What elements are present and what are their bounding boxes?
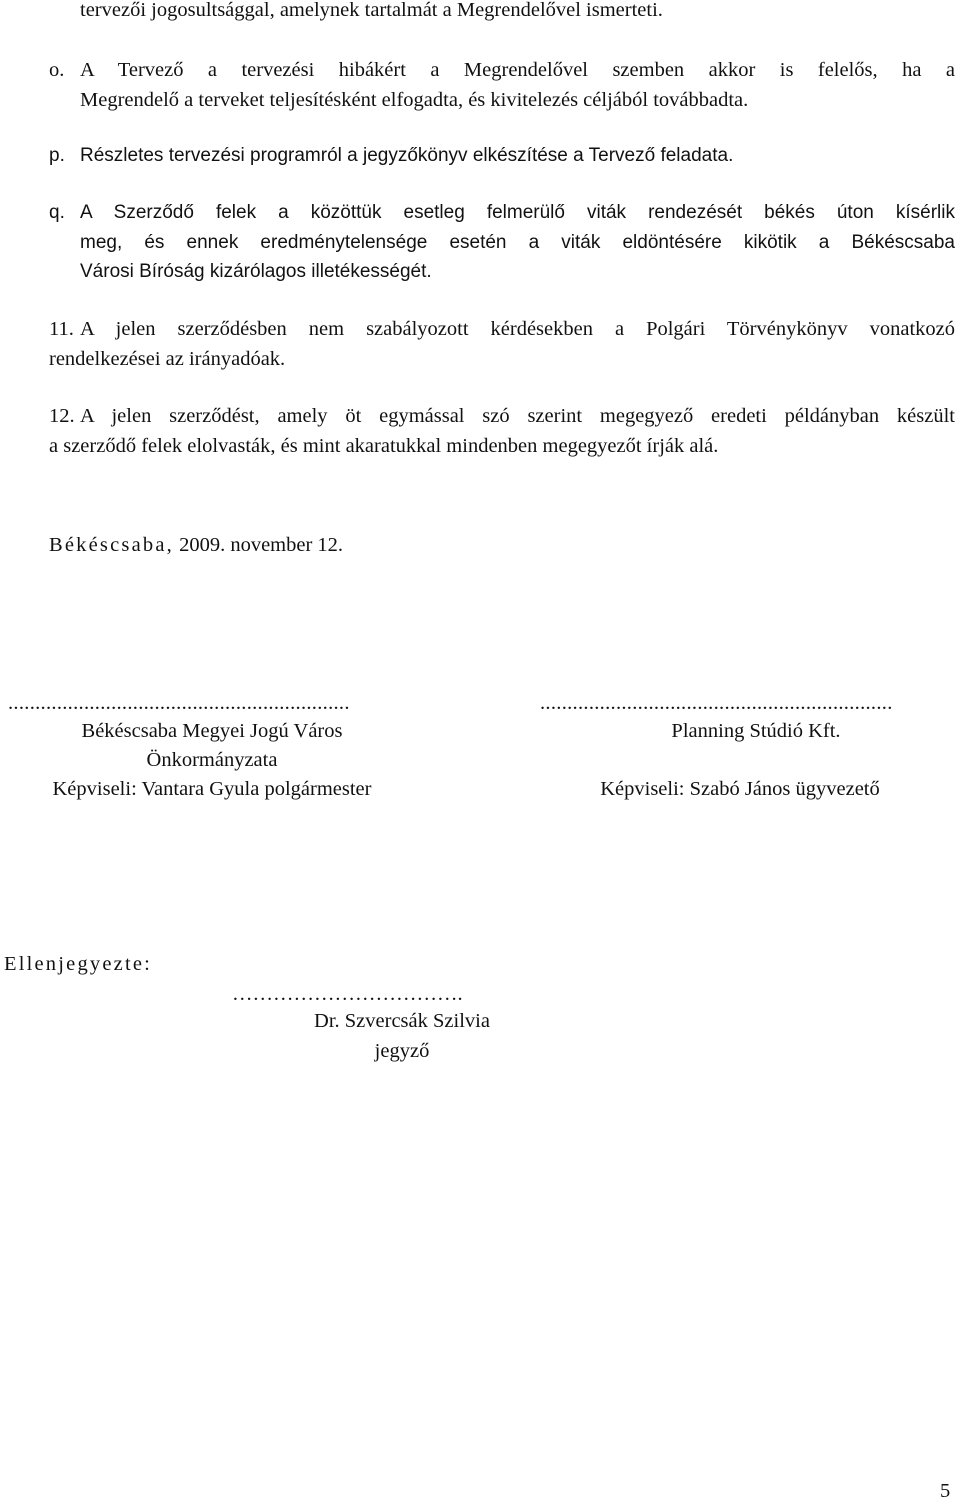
item-q-line-2: meg, és ennek eredménytelensége esetén a viták eldöntésére kikötik a Békéscsaba bbox=[80, 232, 955, 253]
item-p-marker: p. bbox=[49, 145, 65, 166]
signature-right-name: Planning Stúdió Kft. bbox=[671, 720, 841, 742]
top-line: tervezői jogosultsággal, amelynek tartalmát a Megrendelővel ismerteti. bbox=[80, 0, 663, 21]
countersign-title: jegyző bbox=[374, 1040, 430, 1062]
section-12-line-1: A jelen szerződést, amely öt egymással szó szerint megegyező eredeti példányban készült bbox=[80, 405, 955, 427]
signature-right-dots: ................................................................. bbox=[540, 693, 893, 714]
countersign-name: Dr. Szvercsák Szilvia bbox=[314, 1010, 490, 1032]
date: 2009. november 12. bbox=[179, 534, 344, 556]
item-q-line-1: A Szerződő felek a közöttük esetleg felmerülő viták rendezését békés úton kísérlik bbox=[80, 202, 955, 223]
section-11-line-2: rendelkezései az irányadóak. bbox=[49, 348, 286, 370]
page-number: 5 bbox=[940, 1480, 951, 1502]
countersign-dots: ……………………………. bbox=[232, 983, 463, 1005]
item-o-line-1: A Tervező a tervezési hibákért a Megrendelővel szemben akkor is felelős, ha a bbox=[80, 59, 955, 81]
signature-left-rep: Képviseli: Vantara Gyula polgármester bbox=[52, 778, 372, 800]
section-11-line-1: A jelen szerződésben nem szabályozott kérdésekben a Polgári Törvénykönyv vonatkozó bbox=[80, 318, 955, 340]
signature-left-dots: ............................................................... bbox=[8, 693, 350, 714]
item-p-line-1: Részletes tervezési programról a jegyzőkönyv elkészítése a Tervező feladata. bbox=[80, 145, 734, 166]
countersign-label: Ellenjegyezte: bbox=[4, 953, 153, 975]
item-q-marker: q. bbox=[49, 202, 65, 223]
place-date bbox=[49, 535, 343, 556]
section-11-marker: 11. bbox=[49, 318, 74, 340]
place: Békéscsaba, bbox=[49, 534, 174, 556]
item-q-line-3: Városi Bíróság kizárólagos illetékességét. bbox=[80, 261, 432, 282]
item-o-marker: o. bbox=[49, 59, 65, 81]
signature-left-name-2: Önkormányzata bbox=[146, 749, 278, 771]
signature-right-rep: Képviseli: Szabó János ügyvezető bbox=[600, 778, 880, 800]
section-12-marker: 12. bbox=[49, 405, 75, 427]
section-12-line-2: a szerződő felek elolvasták, és mint akaratukkal mindenben megegyezőt írják alá. bbox=[49, 435, 719, 457]
signature-left-name-1: Békéscsaba Megyei Jogú Város bbox=[81, 720, 343, 742]
item-o-line-2: Megrendelő a terveket teljesítésként elfogadta, és kivitelezés céljából továbbadta. bbox=[80, 89, 749, 111]
